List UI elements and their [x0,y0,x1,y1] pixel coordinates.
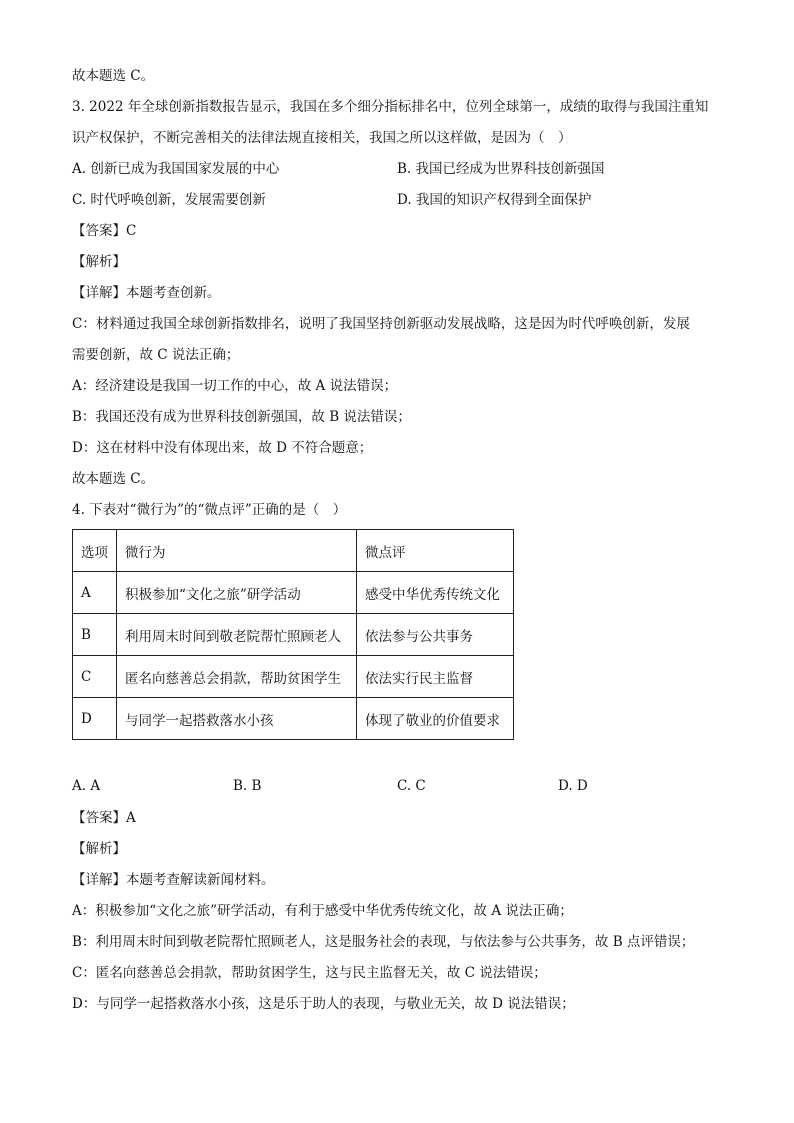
question-3-analysis-line: 需要创新，故 C 说法正确； [72,347,240,363]
table-header-cell: 微点评 [357,530,514,572]
table-header-cell: 选项 [73,530,117,572]
question-4-detail: 【详解】本题考查解读新闻材料。 [72,872,275,888]
table-cell: A [73,572,117,614]
question-3-conclusion: 故本题选 C。 [72,471,155,487]
question-3-analysis-line: B：我国还没有成为世界科技创新强国，故 B 说法错误； [72,409,411,425]
question-3-option-c: C. 时代呼唤创新，发展需要创新 [72,192,266,208]
table-cell: 积极参加“文化之旅”研学活动 [117,572,357,614]
question-4-option-c: C. C [397,778,426,794]
question-3-option-d: D. 我国的知识产权得到全面保护 [397,192,592,208]
question-4-analysis-line: C：匿名向慈善总会捐款，帮助贫困学生，这与民主监督无关，故 C 说法错误； [72,965,547,981]
table-cell: D [73,698,117,740]
question-4-option-a: A. A [72,778,101,794]
question-4-analysis-line: A：积极参加“文化之旅”研学活动，有利于感受中华优秀传统文化，故 A 说法正确； [72,903,573,919]
table-cell: 依法参与公共事务 [357,614,514,656]
question-4-analysis-label: 【解析】 [72,841,126,857]
question-3-option-b: B. 我国已经成为世界科技创新强国 [397,161,605,177]
table-row [73,572,514,614]
question-3-stem-line-1: 3. 2022 年全球创新指数报告显示，我国在多个细分指标排名中，位列全球第一，成绩的取得与我国注重知 [72,99,709,115]
question-3-analysis-line: D：这在材料中没有体现出来，故 D 不符合题意； [72,440,373,456]
question-4-analysis-line: B：利用周末时间到敬老院帮忙照顾老人，这是服务社会的表现，与依法参与公共事务，故 B 点评错误； [72,934,695,950]
question-4-stem: 4. 下表对“微行为”的“微点评”正确的是（ ） [72,502,347,518]
table-header-cell: 微行为 [117,530,357,572]
table-row [73,614,514,656]
question-3-option-a: A. 创新已成为我国国家发展的中心 [72,161,280,177]
question-3-detail: 【详解】本题考查创新。 [72,285,221,301]
table-cell: 体现了敬业的价值要求 [357,698,514,740]
table-cell: 与同学一起搭救落水小孩 [117,698,357,740]
table-cell: 匿名向慈善总会捐款，帮助贫困学生 [117,656,357,698]
table-cell: C [73,656,117,698]
question-3-analysis-line: A：经济建设是我国一切工作的中心，故 A 说法错误； [72,378,398,394]
question-3-answer: 【答案】C [72,223,137,239]
question-4-option-b: B. B [233,778,262,794]
table-row [73,698,514,740]
table-cell: 利用周末时间到敬老院帮忙照顾老人 [117,614,357,656]
table-row [73,656,514,698]
question-3-analysis-label: 【解析】 [72,254,126,270]
question-3-stem-line-2: 识产权保护，不断完善相关的法律法规直接相关，我国之所以这样做，是因为（ ） [72,130,572,146]
table-header-row [73,530,514,572]
previous-conclusion: 故本题选 C。 [72,68,155,84]
question-4-answer: 【答案】A [72,810,136,826]
question-4-option-d: D. D [558,778,588,794]
question-4-table [72,529,514,740]
question-3-analysis-line: C：材料通过我国全球创新指数排名，说明了我国坚持创新驱动发展战略，这是因为时代呼唤创新，发展 [72,316,690,332]
table-cell: 依法实行民主监督 [357,656,514,698]
table-cell: B [73,614,117,656]
question-4-analysis-line: D：与同学一起搭救落水小孩，这是乐于助人的表现，与敬业无关，故 D 说法错误； [72,996,575,1012]
table-cell: 感受中华优秀传统文化 [357,572,514,614]
